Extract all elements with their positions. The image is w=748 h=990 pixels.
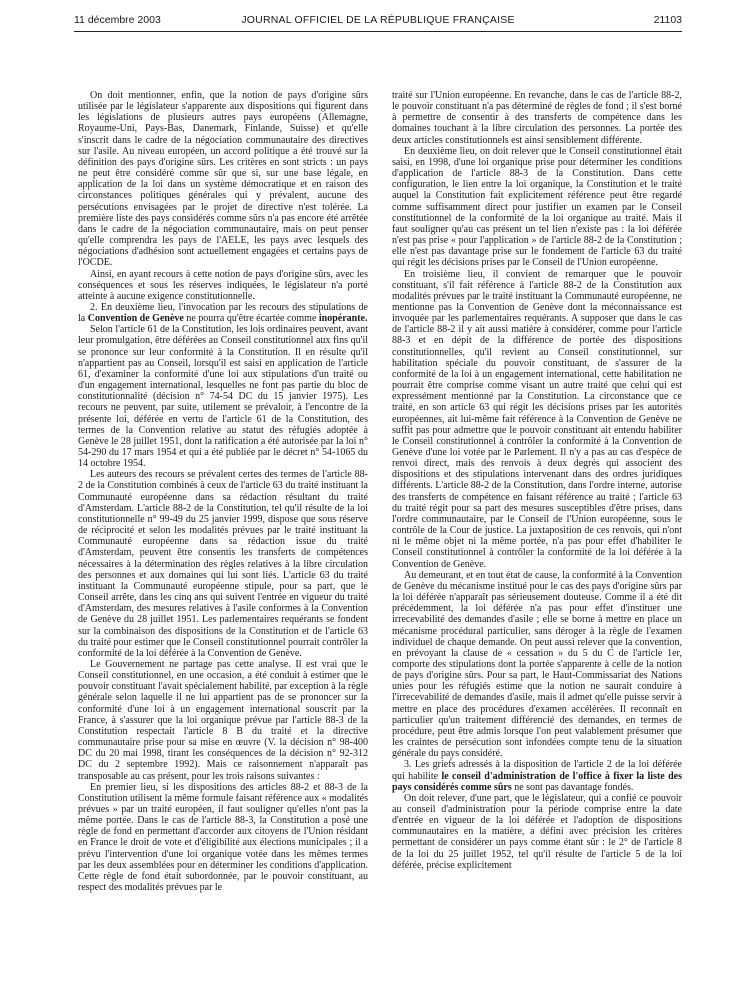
header-journal-title: JOURNAL OFFICIEL DE LA RÉPUBLIQUE FRANÇAISE (241, 14, 515, 26)
bold-term: Convention de Genève (87, 313, 184, 325)
bold-term: inopérante. (318, 313, 368, 325)
paragraph: En premier lieu, si les dispositions des articles 88-2 et 88-3 de la Constitution utilisent la même formule faisant référence aux « modalités prévues » par un traité européen, il faut souligner qu'elles n'ont pas la même portée. Dans le cas de l'article 88-3, la Constitution a posé une règle de fond en permettant d'accorder aux citoyens de l'Union résidant en France le droit de vote et d'éligibilité aux élections municipales ; il a prévu l'intervention d'une loi organique votée dans les mêmes termes par les deux assemblées pour en déterminer les conditions d'application. Cette règle de fond était subordonnée, par le pouvoir constituant, au respect des modalités prévues par le (78, 781, 368, 894)
text-run: 2. En deuxième lieu, l'invocation par les recours des stipulations de la (78, 301, 368, 325)
paragraph (78, 302, 368, 324)
paragraph: Les auteurs des recours se prévalent certes des termes de l'article 88-2 de la Constitution combinés à ceux de l'article 63 du traité instituant la Communauté européenne dans sa rédaction résultant du traité d'Amsterdam. L'article 88-2 de la Constitution, tel qu'il résulte de la loi constitutionnelle n° 99-49 du 25 janvier 1999, dispose que sous réserve de réciprocité et selon les modalités prévues par le traité instituant la Communauté européenne dans sa rédaction issue du traité d'Amsterdam, peuvent être consentis les transferts de compétences nécessaires à la détermination des règles relatives à la libre circulation des personnes et aux domaines qui lui sont liés. L'article 63 du traité instituant la Communauté européenne stipule, pour sa part, que le Conseil arrête, dans les cinq ans qui suivent l'entrée en vigueur du traité d'Amsterdam, des mesures relatives à l'asile conformes à la Convention de Genève du 28 juillet 1951. Les parlementaires requérants se fondent sur la combinaison des dispositions de la Constitution et de l'article 63 du traité pour estimer que le Conseil constitutionnel pourrait contrôler la conformité de la loi déférée à la Convention de Genève. (78, 469, 368, 659)
header-rule (74, 31, 682, 32)
text-run: ne sont pas davantage fondés. (511, 781, 634, 793)
paragraph: Le Gouvernement ne partage pas cette analyse. Il est vrai que le Conseil constitutionnel, en une occasion, a été conduit à estimer que le pouvoir constituant l'avait spécialement habilité, par exception à la règle générale selon laquelle il ne lui appartient pas de se prononcer sur la conformité d'une loi à un engagement international souscrit par la France, à s'assurer que la loi organique prévue par l'article 88-3 de la Constitution respectait l'article 8 B du traité et la directive communautaire prise pour sa mise en œuvre (V. la décision n° 98-400 DC du 20 mai 1998, tirant les conséquences de la décision n° 92-312 DC du 2 septembre 1992). Mais ce raisonnement n'apparaît pas transposable au cas présent, pour les trois raisons suivantes : (78, 658, 368, 782)
paragraph: traité sur l'Union européenne. En revanche, dans le cas de l'article 88-2, le pouvoir constituant n'a pas déterminé de règles de fond ; il s'est borné à permettre de consentir à des transferts de compétence dans les domaines touchant à la libre circulation des personnes. La portée des deux articles constitutionnels est ainsi sensiblement différente. (392, 90, 682, 146)
paragraph: En deuxième lieu, on doit relever que le Conseil constitutionnel était saisi, en 1998, d'une loi organique prise pour déterminer les conditions d'application de l'article 88-3 de la Constitution. Dans cette configuration, le lien entre la loi organique, la Constitution et le traité auquel la Constitution fait explicitement référence peut être regardé comme suffisamment direct pour justifier un examen par le Conseil constitutionnel de la conformité de la loi organique au traité. Mais il faut souligner qu'au cas présent un tel lien n'existe pas : la loi déférée n'est pas prise « pour l'application » de l'article 88-2 de la Constitution ; elle n'est pas davantage prise sur le fondement de l'article 63 du traité qui régit les décisions prises par le Conseil de l'Union européenne. (392, 145, 682, 269)
paragraph: Au demeurant, et en tout état de cause, la conformité à la Convention de Genève du mécanisme institué pour le cas des pays d'origine sûrs par la loi déférée n'apparaît pas sérieusement douteuse. Comme il a été dit précédemment, la loi déférée n'a pas pour effet d'instituer une irrecevabilité des demandes d'asile ; elle se borne à mettre en place un mécanisme procédural particulier, sans déroger à la règle de l'examen individuel de chaque demande. On peut aussi relever que la convention, en prévoyant la clause de « cessation » du 5 du C de l'article 1er, comporte des stipulations dont la portée s'apparente à celle de la notion de pays d'origine sûrs. Pour sa part, le Haut-Commissariat des Nations unies pour les réfugiés estime que la notion ne saurait conduire à l'irrecevabilité de demandes d'asile, mais il admet qu'elle puisse servir à mettre en place des procédures d'examen accélérées. Il reconnaît en particulier qu'un traitement différencié des demandes, en termes de procédure, peut être admis lorsque l'on peut valablement présumer que les craintes de persécution sont infondées compte tenu de la situation générale du pays considéré. (392, 569, 682, 760)
paragraph: On doit relever, d'une part, que le législateur, qui a confié ce pouvoir au conseil d'administration pour la période comprise entre la date d'entrée en vigueur de la loi déférée et l'adoption de dispositions communautaires en la matière, a défini avec précision les critères permettant de considérer un pays comme étant sûr : le 2° de l'article 8 de la loi du 25 juillet 1952, tel qu'il résulte de l'article 5 de la loi déférée, précise explicitement (392, 792, 682, 871)
left-column (78, 90, 368, 976)
page-header (74, 14, 682, 30)
paragraph: Selon l'article 61 de la Constitution, les lois ordinaires peuvent, avant leur promulgation, être déférées au Conseil constitutionnel aux fins qu'il se prononce sur leur conformité à la Constitution. Il en résulte qu'il n'appartient pas au Conseil, lorsqu'il est saisi en application de l'article 61, d'examiner la conformité d'une loi aux stipulations d'un traité ou d'un engagement international, lesquelles ne font pas partie du bloc de constitutionnalité (décision n° 74-54 DC du 15 janvier 1975). Les recours ne peuvent, par suite, utilement se prévaloir, à l'encontre de la présente loi, déférée en vertu de l'article 61 de la Constitution, des termes de la Convention relative au statut des réfugiés adoptée à Genève le 28 juillet 1951, dont la ratification a été autorisée par la loi n° 54-290 du 17 mars 1954 et qui a été publiée par le décret n° 54-1065 du 14 octobre 1954. (78, 324, 368, 470)
text-run: 3. Les griefs adressés à la disposition de l'article 2 de la loi déférée qui habilite (392, 759, 682, 782)
paragraph (392, 759, 682, 792)
bold-term: le conseil d'administration de l'office à fixer la liste des pays considérés comme sûrs (392, 770, 682, 793)
text-run: ne pourra qu'être écartée comme (183, 313, 319, 325)
paragraph: En troisième lieu, il convient de remarquer que le pouvoir constituant, s'il fait référence à l'article 88-2 de la Constitution aux modalités prévues par le traité instituant la Communauté européenne, ne mentionne pas la Convention de Genève dont la méconnaissance est invoquée par les parlementaires requérants. A supposer que dans le cas de l'article 88-2 il y ait aussi matière à considérer, comme pour l'article 88-3 et en dépit de la différence de portée des dispositions constitutionnelles, qu'il revient au Conseil constitutionnel, sur habilitation spéciale du pouvoir constituant, de s'assurer de la conformité de la loi à un engagement international, cette habilitation ne pourrait être comprise comme visant un autre traité que celui qui est expressément mentionné par la Constitution. La circonstance que ce traité, en son article 63 qui régit les décisions prises par les autorités européennes, ait lui-même fait référence à la Convention de Genève ne suffit pas pour admettre que le pouvoir constituant ait entendu habiliter le Conseil constitutionnel à contrôler la conformité à la Convention de Genève d'une loi votée par le Parlement. Il n'y a pas au cas d'espèce de renvoi direct, mais des renvois à deux degrés qui associent des dispositions et des stipulations intervenant dans des ordres juridiques différents. L'article 88-2 de la Constitution, dans l'ordre interne, autorise des transferts de compétence en faisant référence au traité ; l'article 63 du traité régit pour sa part des mesures susceptibles d'être prises, dans l'ordre communautaire, par le Conseil de l'Union européenne, sous le contrôle de la Cour de justice. La juxtaposition de ces renvois, qui n'ont ni le même objet ni la même portée, n'a pas pour effet d'habiliter le Conseil constitutionnel à contrôler la conformité de la loi déférée à la Convention de Genève. (392, 268, 682, 570)
right-column (392, 90, 682, 976)
paragraph: On doit mentionner, enfin, que la notion de pays d'origine sûrs utilisée par le législateur s'apparente aux dispositions qui figurent dans les législations de plusieurs autres pays européens (Allemagne, Royaume-Uni, Pays-Bas, Danemark, Finlande, Suisse) et qu'elle s'inscrit dans le cadre de la négociation communautaire des directives sur l'asile. Au niveau européen, un accord politique a été trouvé sur la définition des pays d'origine sûrs. Les critères en sont stricts : un pays ne peut être considéré comme sûr que si, sur une base légale, en application de la loi dans un système démocratique et en raison des circonstances politiques générales qui y prévalent, aucune des persécutions envisagées par le projet de directive n'est tolérée. La première liste des pays considérés comme sûrs n'a pas encore été arrêtée dans le cadre de la négociation communautaire, mais on peut penser qu'elle comprendra les pays de l'AELE, les pays avec lesquels des négociations d'adhésion sont actuellement engagées et certains pays de l'OCDE. (78, 90, 368, 269)
paragraph: Ainsi, en ayant recours à cette notion de pays d'origine sûrs, avec les conséquences et sous les réserves indiquées, le législateur n'a porté atteinte à aucune exigence constitutionnelle. (78, 268, 368, 302)
header-date: 11 décembre 2003 (74, 14, 161, 26)
header-page-number: 21103 (653, 14, 682, 26)
